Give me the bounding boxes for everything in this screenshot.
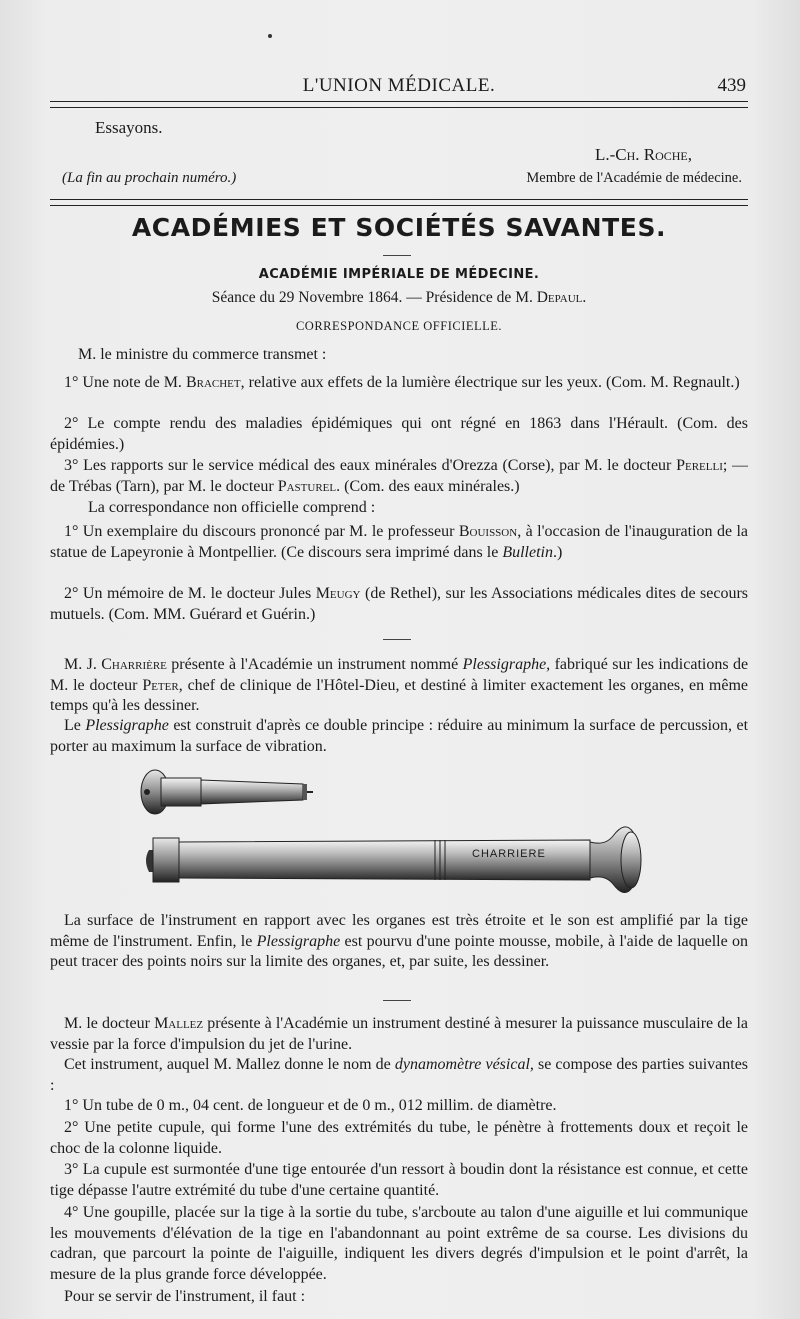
paragraph-2 xyxy=(50,373,748,394)
president-name: Depaul. xyxy=(536,289,587,306)
figure-caption: CHARRIERE xyxy=(472,848,546,860)
paragraph-9-text: Le Plessigraphe est construit d'après ce double principe : réduire au minimum la surface de percussion, et porter au maximum la surface de vibration. xyxy=(50,717,749,755)
section-heading: ACADÉMIES ET SOCIÉTÉS SAVANTES. xyxy=(131,213,667,242)
paragraph-4-text: 3° Les rapports sur le service médical des eaux minérales d'Orezza (Corse), par M. le docteur Perelli; — de Trébas (Tarn), par M. le docteur Pasturel. (Com. des eaux minérales.) xyxy=(50,457,749,495)
paragraph-4 xyxy=(50,456,748,497)
paragraph-1-text: M. le ministre du commerce transmet : xyxy=(78,346,327,363)
paragraph-14 xyxy=(50,1118,748,1159)
paragraph-6 xyxy=(50,522,748,563)
paragraph-3 xyxy=(50,414,748,455)
paragraph-15 xyxy=(50,1160,748,1201)
paragraph-8-text: M. J. Charrière présente à l'Académie un instrument nommé Plessigraphe, fabriqué sur les indications de M. le docteur Peter, chef de clinique de l'Hôtel-Dieu, et destiné à limiter exactement les organes, en même temps qu'à les dessiner. xyxy=(50,656,749,714)
paragraph-17 xyxy=(50,1287,748,1308)
header-rule xyxy=(50,101,748,108)
paragraph-14-text: 2° Une petite cupule, qui forme l'une des extrémités du tube, le pénètre à frottements doux et reçoit le choc de la colonne liquide. xyxy=(50,1119,748,1157)
paragraph-7-text: 2° Un mémoire de M. le docteur Jules Meugy (de Rethel), sur les Associations médicales dites de secours mutuels. (Com. MM. Guérard et Guérin.) xyxy=(50,585,749,623)
paragraph-10-text: La surface de l'instrument en rapport avec les organes est très étroite et le son est amplifié par la tige même de l'instrument. Enfin, le Plessigraphe est pourvu d'une pointe mousse, mobile, à l'aide de laquelle on peut tracer des points noirs sur la limite des organes, et, par suite, les dessiner. xyxy=(50,912,749,970)
section-rule xyxy=(50,199,748,206)
main-tube xyxy=(146,827,641,893)
paragraph-8 xyxy=(50,655,748,717)
separator-1 xyxy=(383,639,411,640)
stylus-piece xyxy=(141,770,313,814)
paragraph-15-text: 3° La cupule est surmontée d'une tige entourée d'un ressort à boudin dont la résistance est connue, et cette tige dépasse l'autre extrémité du tube d'une certaine quantité. xyxy=(50,1161,748,1199)
academy-heading: ACADÉMIE IMPÉRIALE DE MÉDECINE. xyxy=(258,267,540,282)
separator-2 xyxy=(383,1000,411,1001)
paragraph-2-text: 1° Une note de M. Brachet, relative aux effets de la lumière électrique sur les yeux. (Com. M. Regnault.) xyxy=(64,374,740,391)
continuation-note: (La fin au prochain numéro.) xyxy=(62,170,237,186)
paragraph-12-text: Cet instrument, auquel M. Mallez donne le nom de dynamomètre vésical, se compose des parties suivantes : xyxy=(50,1056,749,1094)
plessigraphe-illustration xyxy=(135,760,655,910)
paragraph-10 xyxy=(50,911,748,973)
section-separator xyxy=(383,255,411,256)
paragraph-11-text: M. le docteur Mallez présente à l'Académie un instrument destiné à mesurer la puissance musculaire de la vessie par la force d'impulsion du jet de l'urine. xyxy=(50,1015,749,1053)
journal-title: L'UNION MÉDICALE. xyxy=(302,75,496,96)
paragraph-16 xyxy=(50,1203,748,1285)
paragraph-9 xyxy=(50,716,748,757)
paragraph-16-text: 4° Une goupille, placée sur la tige à la sortie du tube, s'arcboute au talon d'une aiguille et lui communique les mouvements d'élévation de la tige en l'abandonnant au point extrême de sa course. Les divisions du cadran, que parcourt la pointe de l'aiguille, indiquent les divers degrés d'impulsion et le point d'arrêt, la mesure de la plus grande force développée. xyxy=(50,1204,748,1283)
page-number: 439 xyxy=(717,75,746,96)
author-title: Membre de l'Académie de médecine. xyxy=(526,170,742,186)
correspondence-heading: CORRESPONDANCE OFFICIELLE. xyxy=(295,319,503,333)
seance-line xyxy=(50,289,748,307)
paragraph-13-text: 1° Un tube de 0 m., 04 cent. de longueur et de 0 m., 012 millim. de diamètre. xyxy=(64,1097,557,1114)
ink-dot xyxy=(268,34,272,38)
closing-word: Essayons. xyxy=(95,118,163,137)
author-name: L.-Ch. Roche, xyxy=(594,145,692,164)
paragraph-17-text: Pour se servir de l'instrument, il faut : xyxy=(64,1288,306,1305)
paragraph-7 xyxy=(50,584,748,625)
seance-text: Séance du 29 Novembre 1864. — Présidence de M. xyxy=(211,289,533,306)
paragraph-5-text: La correspondance non officielle comprend : xyxy=(88,499,376,516)
paragraph-11 xyxy=(50,1014,748,1055)
paragraph-13 xyxy=(50,1096,748,1117)
running-head xyxy=(50,75,748,101)
paragraph-5 xyxy=(50,498,748,519)
paragraph-6-text: 1° Un exemplaire du discours prononcé par M. le professeur Bouisson, à l'occasion de l'inauguration de la statue de Lapeyronie à Montpellier. (Ce discours sera imprimé dans le Bulletin.) xyxy=(50,523,749,561)
paragraph-1 xyxy=(50,345,748,366)
paragraph-12 xyxy=(50,1055,748,1096)
paragraph-3-text: 2° Le compte rendu des maladies épidémiques qui ont régné en 1863 dans l'Hérault. (Com. des épidémies.) xyxy=(50,415,748,453)
author-signature xyxy=(50,145,748,165)
